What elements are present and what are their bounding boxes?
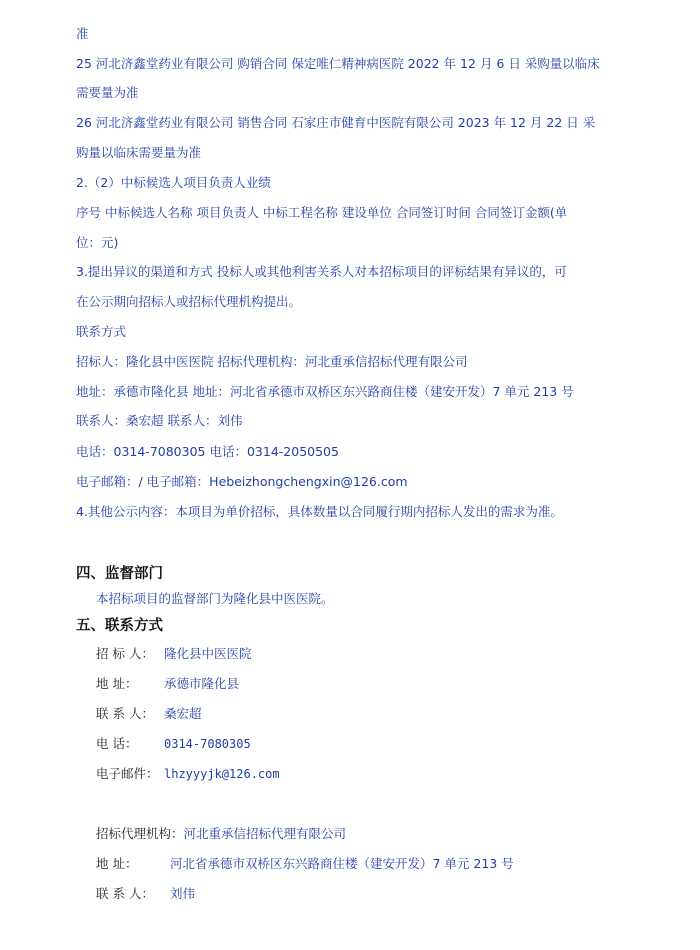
field-label: 招标代理机构： (96, 826, 184, 841)
text-line: 购量以临床需要量为准 (76, 145, 202, 160)
tenderer-email-link[interactable]: lhzyyyjk@126.com (164, 767, 280, 781)
text-line: 在公示期向招标人或招标代理机构提出。 (76, 294, 302, 309)
field-label: 电子邮件： (96, 766, 159, 781)
field-label: 联 系 人： (96, 706, 154, 721)
text-line: 需要量为准 (76, 85, 139, 100)
text-line: 招标人：隆化县中医医院 招标代理机构：河北重承信招标代理有限公司 (76, 354, 468, 369)
tenderer-phone: 0314-7080305 (164, 737, 251, 751)
field-label: 联 系 人： (96, 886, 154, 901)
text-line: 4.其他公示内容：本项目为单价招标，具体数量以合同履行期内招标人发出的需求为准。 (76, 504, 563, 519)
field-label: 地 址： (96, 676, 138, 691)
text-line: 电子邮箱：/ 电子邮箱：Hebeizhongchengxin@126.com (76, 474, 408, 489)
tenderer-contact-row (96, 706, 202, 722)
tenderer-address-row (96, 676, 239, 692)
text-line: 26 河北济鑫堂药业有限公司 销售合同 石家庄市健育中医院有限公司 2023 年 12 月 22 日 采 (76, 115, 596, 130)
section-heading-contact: 五、联系方式 (76, 618, 163, 634)
agency-name: 河北重承信招标代理有限公司 (183, 826, 347, 841)
text-line: 2.（2）中标候选人项目负责人业绩 (76, 175, 271, 190)
tenderer-contact-person: 桑宏超 (164, 706, 202, 721)
tenderer-phone-row (96, 736, 251, 752)
agency-address-row (96, 856, 514, 872)
tenderer-name: 隆化县中医医院 (164, 646, 252, 661)
text-line: 联系方式 (76, 324, 127, 339)
text-line: 电话：0314-7080305 电话：0314-2050505 (76, 444, 339, 459)
tenderer-email-row (96, 766, 280, 782)
supervision-text: 本招标项目的监督部门为隆化县中医医院。 (96, 591, 334, 606)
agency-name-row (96, 826, 346, 842)
field-label: 电 话： (96, 736, 138, 751)
text-line: 准 (76, 26, 89, 41)
field-label: 招 标 人： (96, 646, 154, 661)
field-label: 地 址： (96, 856, 138, 871)
text-line: 位：元) (76, 235, 119, 250)
text-line: 地址：承德市隆化县 地址：河北省承德市双桥区东兴路商住楼（建安开发）7 单元 213 号 (76, 384, 574, 399)
tenderer-address: 承德市隆化县 (164, 676, 240, 691)
agency-contact-row (96, 886, 195, 902)
agency-contact-person: 刘伟 (170, 886, 196, 901)
agency-address: 河北省承德市双桥区东兴路商住楼（建安开发）7 单元 213 号 (170, 856, 514, 871)
text-line: 25 河北济鑫堂药业有限公司 购销合同 保定唯仁精神病医院 2022 年 12 月 6 日 采购量以临床 (76, 56, 600, 71)
tenderer-name-row (96, 646, 252, 662)
text-line: 3.提出异议的渠道和方式 投标人或其他利害关系人对本招标项目的评标结果有异议的，可 (76, 264, 567, 279)
section-heading-supervision: 四、监督部门 (76, 566, 163, 582)
text-line: 序号 中标候选人名称 项目负责人 中标工程名称 建设单位 合同签订时间 合同签订金额(单 (76, 205, 568, 220)
text-line: 联系人：桑宏超 联系人：刘伟 (76, 413, 243, 428)
